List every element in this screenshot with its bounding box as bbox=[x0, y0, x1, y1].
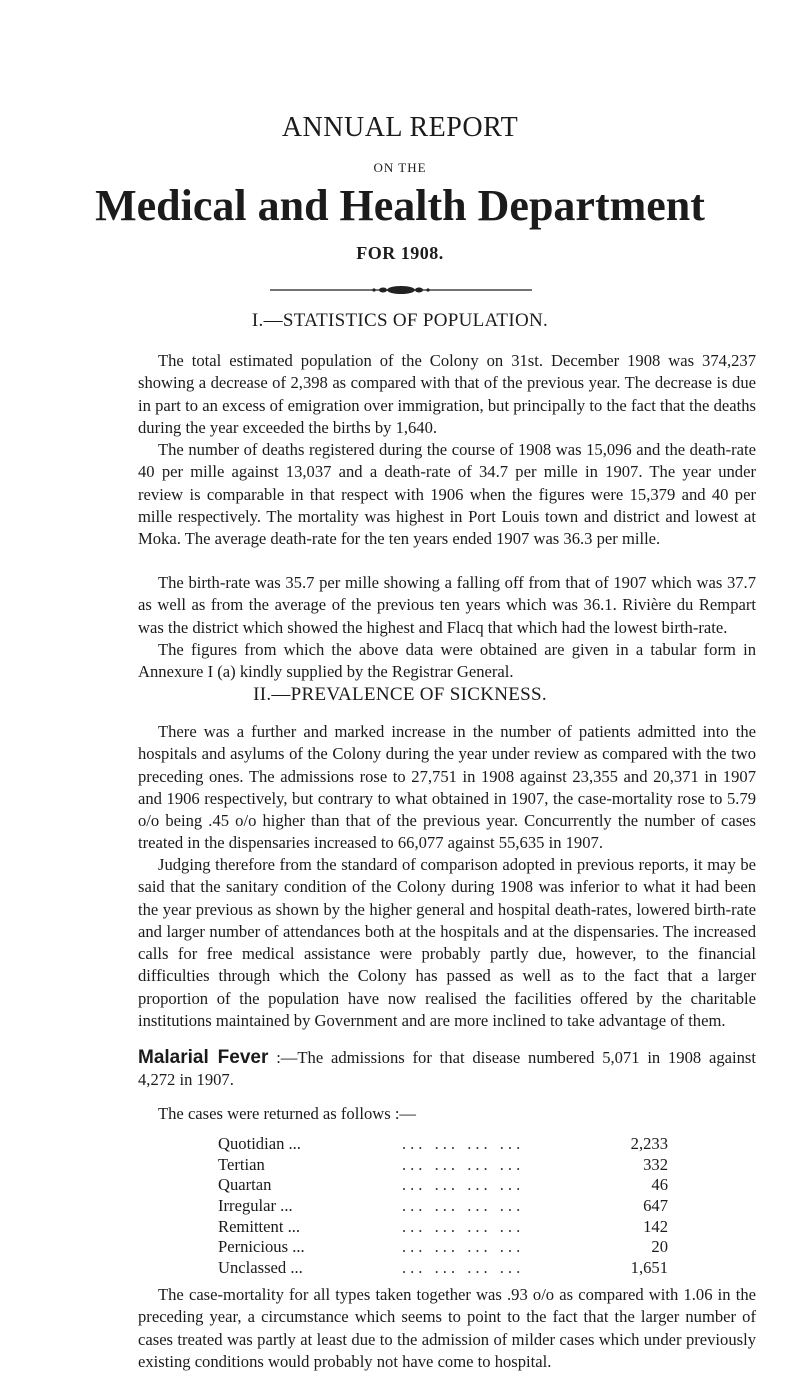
paragraph-figures-source: The figures from which the above data were obtained are given in a tabular form in Annexure I (a) kindly supplied by the Registrar General. bbox=[138, 640, 756, 682]
case-type: Remittent ... bbox=[218, 1216, 301, 1236]
case-type: Tertian bbox=[218, 1154, 265, 1174]
table-row bbox=[218, 1134, 668, 1155]
report-title: ANNUAL REPORT bbox=[281, 112, 519, 143]
table-row bbox=[218, 1175, 668, 1196]
paragraph-malarial-fever bbox=[138, 1047, 756, 1092]
case-count: 20 bbox=[651, 1237, 668, 1257]
case-count: 1,651 bbox=[630, 1258, 668, 1278]
department-title: Medical and Health Department bbox=[95, 181, 705, 230]
case-type: Quotidian ... bbox=[218, 1134, 301, 1153]
malarial-fever-heading: Malarial Fever bbox=[138, 1047, 269, 1068]
dot-leader: ... ... ... ... bbox=[402, 1175, 525, 1195]
table-row bbox=[218, 1237, 668, 1258]
section-heading-statistics: I.—STATISTICS OF POPULATION. bbox=[251, 310, 549, 331]
ornamental-divider bbox=[270, 282, 532, 298]
case-type: Quartan bbox=[218, 1175, 272, 1195]
malarial-fever-text: :—The admissions for that disease numbered 5,071 in 1908 against 4,272 in 1907. bbox=[138, 1048, 756, 1090]
report-year: FOR 1908. bbox=[356, 243, 444, 263]
dot-leader: ... ... ... ... bbox=[402, 1154, 525, 1174]
malarial-cases-table bbox=[218, 1134, 668, 1279]
section-heading-sickness: II.—PREVALENCE OF SICKNESS. bbox=[253, 684, 547, 705]
paragraph-deaths: The number of deaths registered during the course of 1908 was 15,096 and the death-rate 40 per mille against 13,037 and a death-rate of 34.7 per mille in 1907. The year under review is comparable in that respect with 1906 when the figures were 15,379 and 40 per mille respectively. The mortality was highest in Port Louis town and district and lowest at Moka. The average death-rate for the ten years ended 1907 was 36.3 per mille. bbox=[138, 440, 756, 549]
cases-intro: The cases were returned as follows :— bbox=[158, 1104, 417, 1123]
paragraph-admissions: There was a further and marked increase in the number of patients admitted into the hospitals and asylums of the Colony during the year under review as compared with the two preceding ones. The admissions rose to 27,751 in 1908 against 23,355 and 20,371 in 1907 and 1906 respectively, but contrary to what obtained in 1907, the case-mortality rose to 5.79 o/o being .45 o/o higher than that of the previous year. Concurrently the number of cases treated in the dispensaries increased to 66,077 against 55,635 in 1907. bbox=[138, 722, 756, 853]
case-type: Unclassed ... bbox=[218, 1258, 303, 1278]
case-type: Pernicious ... bbox=[218, 1237, 305, 1257]
case-count: 46 bbox=[651, 1175, 668, 1195]
case-count: 142 bbox=[643, 1216, 668, 1236]
report-subtitle-on-the: ON THE bbox=[373, 160, 427, 175]
dot-leader: ... ... ... ... bbox=[402, 1258, 525, 1278]
table-row bbox=[218, 1217, 668, 1238]
case-count: 2,233 bbox=[630, 1134, 668, 1153]
case-count: 647 bbox=[643, 1196, 668, 1216]
case-type: Irregular ... bbox=[218, 1196, 293, 1216]
dot-leader: ... ... ... ... bbox=[402, 1216, 525, 1236]
dot-leader: ... ... ... ... bbox=[402, 1196, 525, 1216]
table-row bbox=[218, 1196, 668, 1217]
case-count: 332 bbox=[643, 1154, 668, 1174]
paragraph-case-mortality: The case-mortality for all types taken together was .93 o/o as compared with 1.06 in the preceding year, a circumstance which seems to point to the fact that the larger number of cases treated was partly at least due to the admission of milder cases which under previously existing conditions would probably not have come to hospital. bbox=[138, 1285, 756, 1371]
paragraph-population: The total estimated population of the Colony on 31st. December 1908 was 374,237 showing a decrease of 2,398 as compared with that of the previous year. The decrease is due in part to an excess of emigration over immigration, but principally to the fact that the deaths during the year exceeded the births by 1,640. bbox=[138, 351, 756, 437]
paragraph-sanitary-condition: Judging therefore from the standard of comparison adopted in previous reports, it may be said that the sanitary condition of the Colony during 1908 was inferior to what it had been the year previous as shown by the higher general and hospital death-rates, lowered birth-rate and larger number of attendances both at the hospitals and at the dispensaries. The increased calls for free medical assistance were probably partly due, however, to the financial difficulties through which the Colony has passed as well as to the fact that a larger proportion of the population have now realised the facilities offered by the charitable institutions maintained by Government and are more inclined to take advantage of them. bbox=[138, 855, 756, 1031]
paragraph-births: The birth-rate was 35.7 per mille showing a falling off from that of 1907 which was 37.7 as well as from the average of the previous ten years which was 36.1. Rivière du Rempart was the district which showed the highest and Flacq that which had the lowest birth-rate. bbox=[138, 573, 756, 637]
dot-leader: ... ... ... ... bbox=[402, 1134, 525, 1153]
table-row bbox=[218, 1155, 668, 1176]
dot-leader: ... ... ... ... bbox=[402, 1237, 525, 1257]
table-row bbox=[218, 1258, 668, 1279]
